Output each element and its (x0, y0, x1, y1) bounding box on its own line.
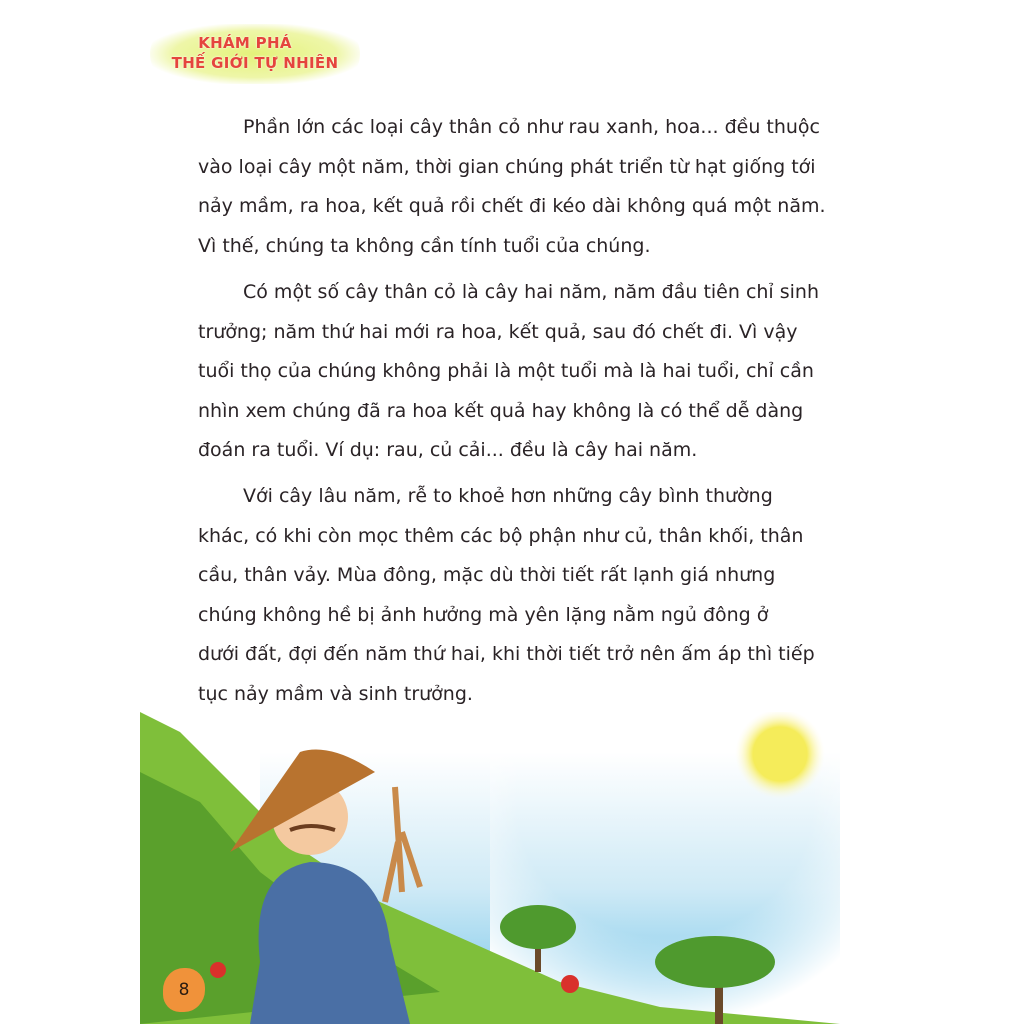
paragraph-1 (198, 108, 826, 266)
text-line: vào loại cây một năm, thời gian chúng phát triển từ hạt giống tới (198, 155, 816, 178)
flower-icon (210, 962, 226, 978)
illustration-farmer-with-ginseng (140, 712, 840, 1024)
paragraph-2 (198, 273, 818, 471)
text-line: nảy mầm, ra hoa, kết quả rồi chết đi kéo dài không quá một năm. (198, 195, 826, 217)
text-line: khác, có khi còn mọc thêm các bộ phận như củ, thân khối, thân (198, 524, 804, 547)
series-title-badge (150, 24, 360, 84)
series-title-line2: THẾ GIỚI TỰ NHIÊN (171, 54, 339, 72)
text-line: dưới đất, đợi đến năm thứ hai, khi thời tiết trở nên ấm áp thì tiếp (198, 643, 815, 665)
text-line: cầu, thân vảy. Mùa đông, mặc dù thời tiết rất lạnh giá nhưng (198, 564, 776, 586)
text-line: đoán ra tuổi. Ví dụ: rau, củ cải... đều là cây hai năm. (198, 439, 698, 461)
text-line: Có một số cây thân cỏ là cây hai năm, năm đầu tiên chỉ sinh (243, 281, 820, 303)
text-line: trưởng; năm thứ hai mới ra hoa, kết quả, sau đó chết đi. Vì vậy (198, 320, 798, 343)
text-line: chúng không hề bị ảnh hưởng mà yên lặng nằm ngủ đông ở (198, 603, 769, 626)
series-title-line1: KHÁM PHÁ (198, 34, 292, 52)
text-line: nhìn xem chúng đã ra hoa kết quả hay không là có thể dễ dàng (198, 399, 804, 422)
paragraph-3 (198, 477, 818, 714)
text-line: Với cây lâu năm, rễ to khoẻ hơn những cây bình thường (243, 485, 773, 507)
flower-icon (561, 975, 579, 993)
sun (735, 712, 825, 799)
page-number: 8 (163, 968, 205, 1012)
text-line: tuổi thọ của chúng không phải là một tuổi mà là hai tuổi, chỉ cần (198, 360, 814, 382)
text-line: Phần lớn các loại cây thân cỏ như rau xanh, hoa... đều thuộc (243, 116, 821, 138)
text-line: Vì thế, chúng ta không cần tính tuổi của chúng. (198, 234, 651, 257)
text-line: tục nảy mầm và sinh trưởng. (198, 682, 473, 705)
